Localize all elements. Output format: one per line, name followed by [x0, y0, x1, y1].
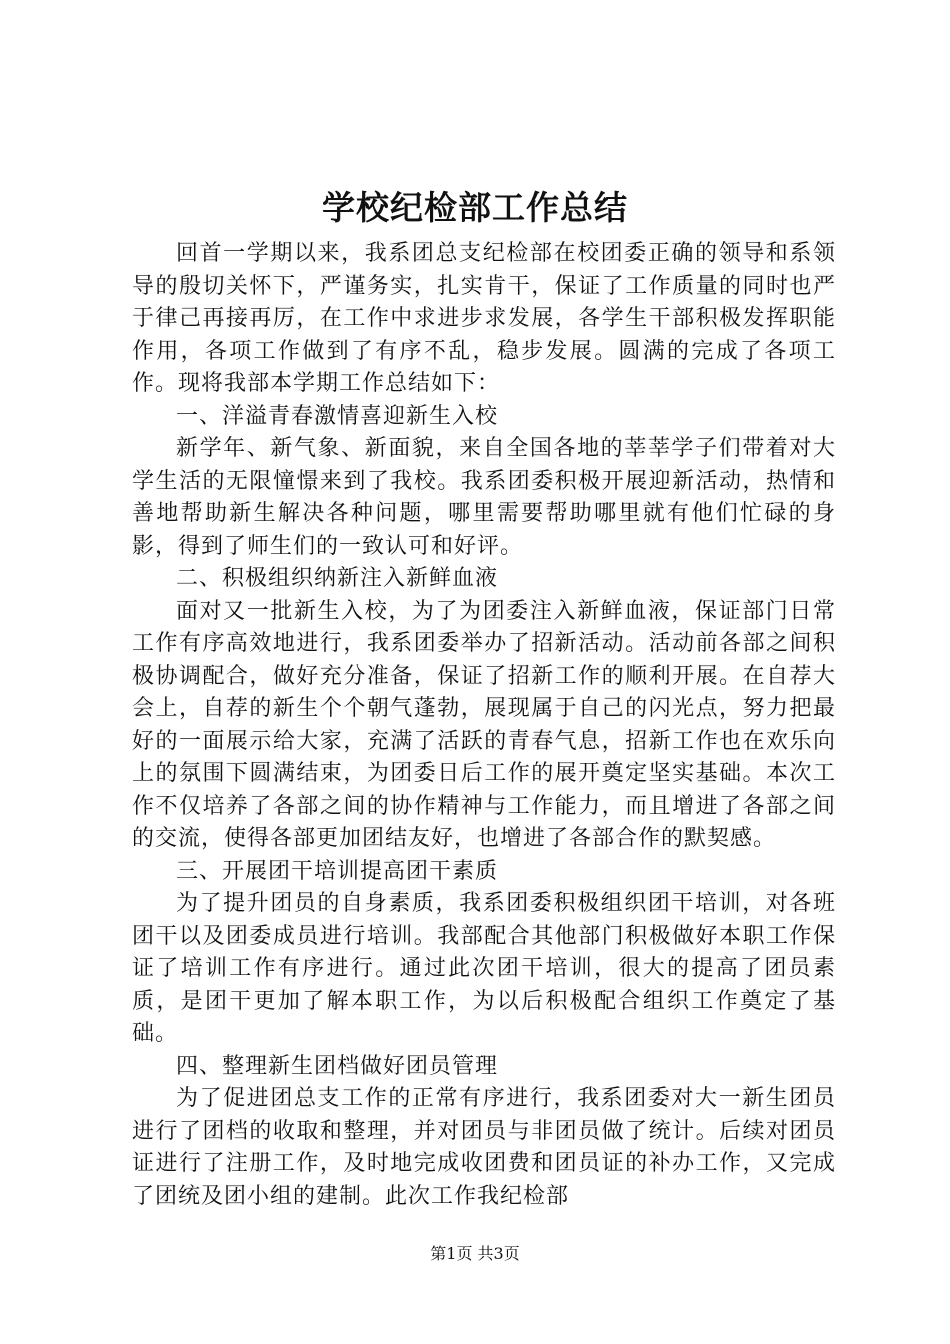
document-title: 学校纪检部工作总结	[322, 188, 628, 227]
section-heading-1: 一、洋溢青春激情喜迎新生入校	[176, 403, 499, 429]
paragraph-section-3: 为了提升团员的自身素质，我系团委积极组织团干培训，对各班团干以及团委成员进行培训。我部配合其他部门积极做好本职工作保证了培训工作有序进行。通过此次团干培训，很大的提高了团员素质，是团干更加了解本职工作，为以后积极配合组织工作奠定了基础。	[132, 891, 836, 1046]
section-heading-4: 四、整理新生团档做好团员管理	[176, 1053, 499, 1079]
section-heading-3: 三、开展团干培训提高团干素质	[176, 858, 499, 884]
paragraph-intro: 回首一学期以来，我系团总支纪检部在校团委正确的领导和系领导的殷切关怀下，严谨务实，扎实肯干，保证了工作质量的同时也严于律己再接再厉，在工作中求进步求发展，各学生干部积极发挥职能作用，各项工作做到了有序不乱，稳步发展。圆满的完成了各项工作。现将我部本学期工作总结如下：	[132, 241, 836, 396]
paragraph-section-4: 为了促进团总支工作的正常有序进行，我系团委对大一新生团员进行了团档的收取和整理，并对团员与非团员做了统计。后续对团员证进行了注册工作，及时地完成收团费和团员证的补办工作，又完成了团统及团小组的建制。此次工作我纪检部	[132, 1086, 836, 1209]
page-footer: 第1页 共3页	[430, 1244, 520, 1263]
section-heading-2: 二、积极组织纳新注入新鲜血液	[176, 566, 499, 591]
document-body	[132, 238, 836, 1213]
paragraph-section-1: 新学年、新气象、新面貌，来自全国各地的莘莘学子们带着对大学生活的无限憧憬来到了我校。我系团委积极开展迎新活动，热情和善地帮助新生解决各种问题，哪里需要帮助哪里就有他们忙碌的身影，得到了师生们的一致认可和好评。	[132, 436, 836, 559]
paragraph-section-2: 面对又一批新生入校，为了为团委注入新鲜血液，保证部门日常工作有序高效地进行，我系团委举办了招新活动。活动前各部之间积极协调配合，做好充分准备，保证了招新工作的顺利开展。在自荐大会上，自荐的新生个个朝气蓬勃，展现属于自己的闪光点，努力把最好的一面展示给大家，充满了活跃的青春气息，招新工作也在欢乐向上的氛围下圆满结束，为团委日后工作的展开奠定坚实基础。本次工作不仅培养了各部之间的协作精神与工作能力，而且增进了各部之间的交流，使得各部更加团结友好，也增进了各部合作的默契感。	[132, 598, 836, 851]
